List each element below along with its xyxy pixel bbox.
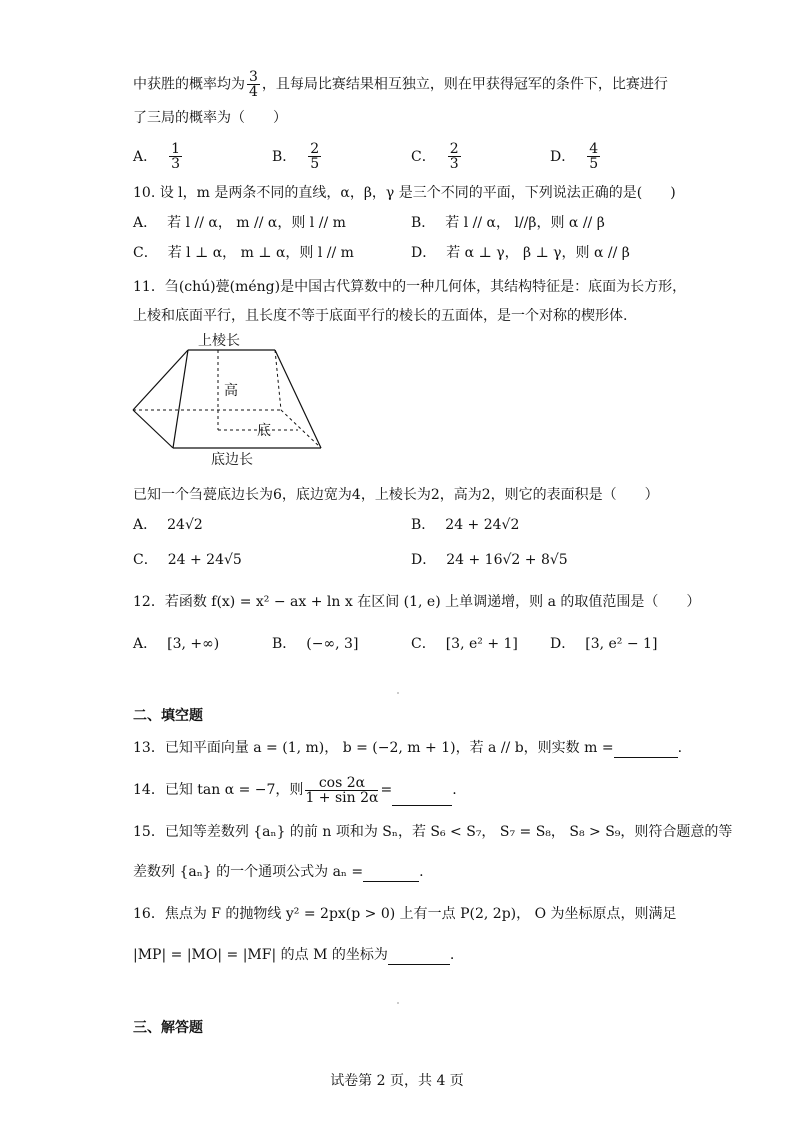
q12-stem: 12．若函数 f(x) = x² − ax + ln x 在区间 (1, e) 上单调递增，则 a 的取值范围是（ ）: [133, 594, 701, 610]
option-text: 24 + 24√2: [445, 517, 520, 533]
q11-option-b: [411, 515, 519, 535]
q10-option-b: [411, 213, 605, 233]
option-text: [3, e² − 1]: [585, 636, 658, 652]
option-label: C．: [133, 552, 158, 568]
q13-answer-blank[interactable]: [614, 743, 678, 758]
q11-stem-line1: 11．刍(chú)甍(méng)是中国古代算数中的一种几何体，其结构特征是：底面为长方形，: [133, 279, 687, 295]
option-label: B．: [272, 636, 297, 652]
option-text: 若 α ⊥ γ， β ⊥ γ，则 α // β: [446, 245, 630, 261]
q11-option-c: [133, 550, 242, 570]
q15-line1: 15．已知等差数列 {aₙ} 的前 n 项和为 Sₙ，若 S₆ < S₇， S₇ = S₈， S₈ > S₉，则符合题意的等: [133, 824, 733, 840]
option-label: B．: [272, 148, 297, 165]
option-label: C．: [133, 245, 158, 261]
q13-text: 13．已知平面向量 a = (1, m)， b = (−2, m + 1)，若 a // b，则实数 m =: [133, 740, 614, 756]
option-den: 3: [171, 156, 181, 172]
option-label: C．: [411, 636, 436, 652]
q12-option-d: [550, 634, 657, 654]
q14-equals: =: [380, 782, 393, 798]
right-back-edge: [275, 350, 281, 410]
fig-label-base: 底: [257, 423, 271, 439]
section-answer-heading: 三、解答题: [133, 1020, 203, 1036]
separator-dot-2: [397, 1002, 399, 1004]
separator-dot: [397, 692, 399, 694]
q11-option-d: [411, 550, 568, 570]
q9-frac-num: 3: [249, 69, 258, 85]
section-fill-in-heading: 二、填空题: [133, 708, 203, 724]
q9-frac-den: 4: [249, 84, 258, 100]
q10-option-c: [133, 243, 354, 263]
option-label: A．: [133, 636, 158, 652]
q11-question: 已知一个刍甍底边长为6，底边宽为4，上棱长为2，高为2，则它的表面积是（ ）: [133, 487, 659, 503]
option-label: D．: [411, 552, 437, 568]
q11-stem-line2: 上棱和底面平行，且长度不等于底面平行的棱长的五面体，是一个对称的楔形体.: [133, 308, 628, 324]
q16-line1: 16．焦点为 F 的抛物线 y² = 2px(p > 0) 上有一点 P(2, 2p)， O 为坐标原点，则满足: [133, 906, 677, 922]
q16-text: |MP| = |MO| = |MF| 的点 M 的坐标为: [133, 947, 388, 963]
option-text: (−∞, 3]: [306, 636, 359, 652]
q9-option-c: [411, 142, 463, 171]
q16-line2: |MP| = |MO| = |MF| 的点 M 的坐标为 .: [133, 947, 455, 963]
fig-label-top: 上棱长: [198, 333, 240, 349]
q13: 13．已知平面向量 a = (1, m)， b = (−2, m + 1)，若 a // b，则实数 m = .: [133, 740, 683, 756]
option-label: C．: [411, 148, 436, 165]
q14: 14．已知 tan α = −7，则 $\frac{\cos 2\alpha}{1 + \sin 2\alpha}$ = .: [133, 774, 457, 806]
q10-stem: 10. 设 l，m 是两条不同的直线，α，β，γ 是三个不同的平面，下列说法正确的是( ): [133, 185, 676, 201]
right-base-edge: [281, 410, 321, 448]
option-label: D．: [550, 636, 576, 652]
fig-label-bottom: 底边长: [211, 452, 253, 468]
q9-line1: [133, 70, 668, 99]
q9-option-a: [133, 142, 184, 171]
option-num: 2: [310, 141, 320, 157]
option-label: B．: [411, 215, 436, 231]
option-text: 若 l // α， l//β，则 α // β: [445, 215, 605, 231]
option-num: 4: [589, 141, 599, 157]
option-label: A．: [133, 215, 158, 231]
option-den: 5: [310, 156, 320, 172]
q12-option-b: [272, 634, 358, 654]
q15-text: 差数列 {aₙ} 的一个通项公式为 aₙ =: [133, 864, 364, 880]
q14-text: 14．已知 tan α = −7，则: [133, 782, 304, 798]
option-den: 3: [449, 156, 459, 172]
option-text: 24√2: [167, 517, 203, 533]
option-label: D．: [411, 245, 437, 261]
right-front-edge: [275, 350, 321, 448]
front-left: [133, 410, 173, 448]
option-label: A．: [133, 517, 158, 533]
q10-option-d: [411, 243, 630, 263]
page-footer: 试卷第 2 页，共 4 页: [330, 1073, 464, 1089]
q9-option-b: [272, 142, 323, 171]
q16-answer-blank[interactable]: [388, 950, 450, 965]
q9-option-d: [550, 142, 602, 171]
option-label: D．: [550, 148, 576, 165]
q12-option-a: [133, 634, 219, 654]
option-text: 若 l // α， m // α，则 l // m: [167, 215, 346, 231]
option-num: 2: [449, 141, 459, 157]
option-label: B．: [411, 517, 436, 533]
q14-answer-blank[interactable]: [392, 791, 452, 806]
q12-option-c: [411, 634, 518, 654]
q14-frac-den: 1 + sin 2α: [305, 789, 379, 806]
option-num: 1: [171, 141, 181, 157]
option-text: [3, +∞): [167, 636, 220, 652]
q9-line1-post: ，且每局比赛结果相互独立，则在甲获得冠军的条件下，比赛进行: [261, 76, 668, 93]
option-text: 24 + 24√5: [167, 552, 242, 568]
q15-answer-blank[interactable]: [363, 867, 419, 882]
q15-line2: 差数列 {aₙ} 的一个通项公式为 aₙ = .: [133, 864, 424, 880]
q11-option-a: [133, 515, 203, 535]
option-label: A．: [133, 148, 158, 165]
q9-line1-pre: 中获胜的概率均为: [133, 76, 245, 93]
q14-frac-num: cos 2α: [305, 776, 378, 791]
q9-line2: 了三局的概率为（ ）: [133, 110, 287, 126]
option-text: [3, e² + 1]: [445, 636, 518, 652]
q10-option-a: [133, 213, 346, 233]
option-text: 若 l ⊥ α， m ⊥ α，则 l // m: [167, 245, 354, 261]
q9-fraction: [247, 70, 260, 99]
fig-label-height: 高: [224, 383, 238, 399]
q14-fraction: [305, 776, 378, 805]
option-den: 5: [589, 156, 599, 172]
option-text: 24 + 16√2 + 8√5: [446, 552, 568, 568]
